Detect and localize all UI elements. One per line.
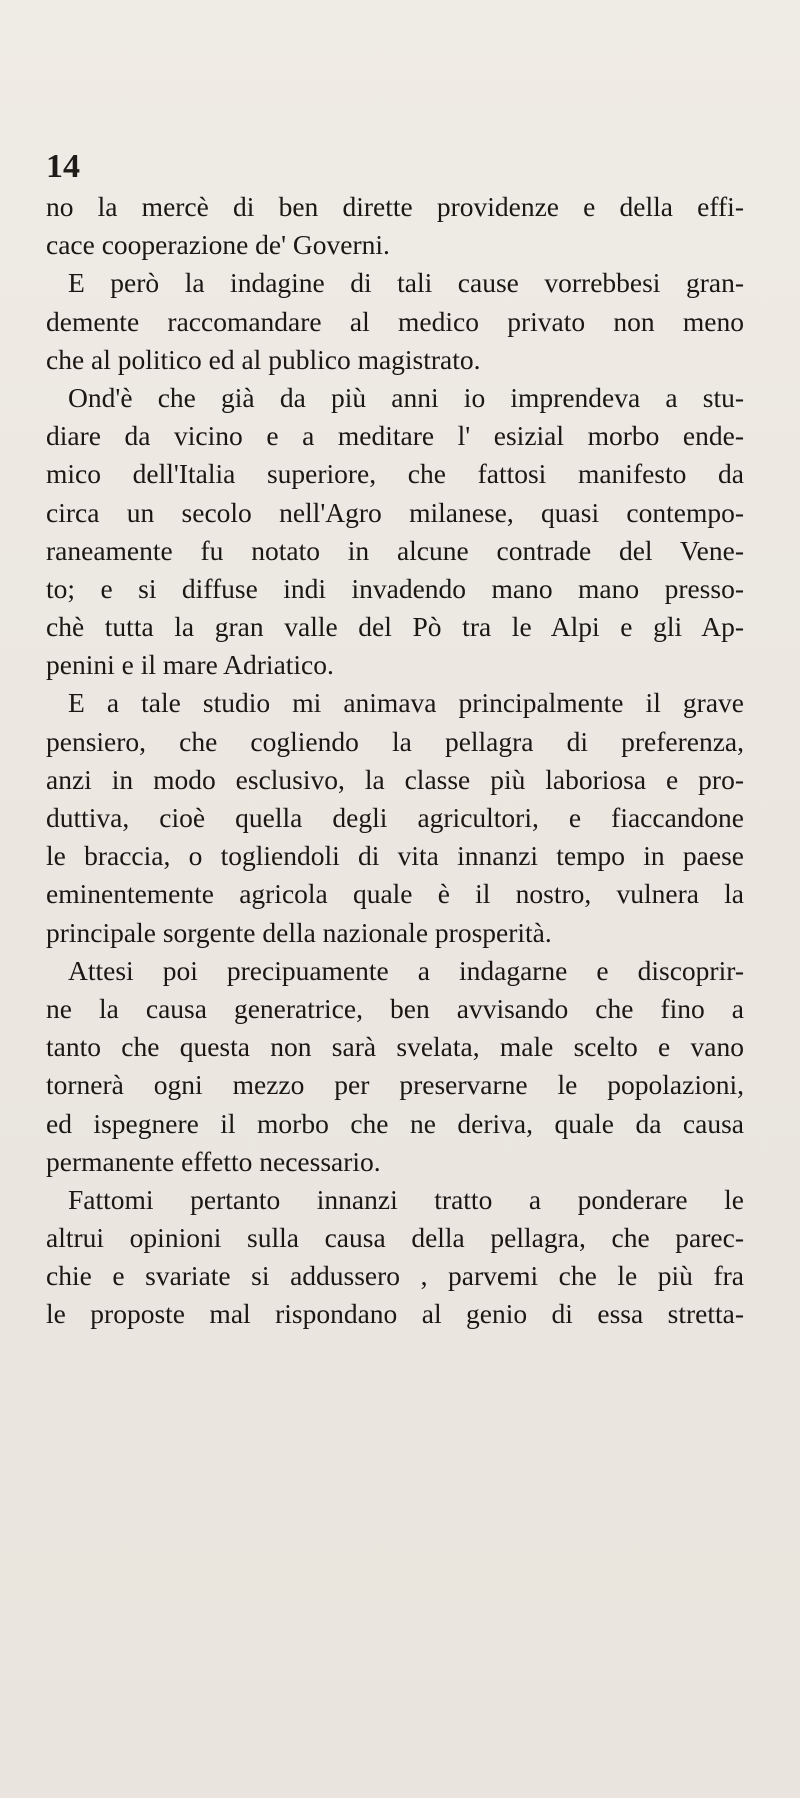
page-number: 14 <box>46 148 80 185</box>
text-line: mico dell'Italia superiore, che fattosi manifesto da <box>46 458 744 490</box>
text-line: E però la indagine di tali cause vorrebbesi gran- <box>68 267 744 299</box>
text-line: Attesi poi precipuamente a indagarne e discoprir- <box>68 954 744 986</box>
text-line: Ond'è che già da più anni io imprendeva a stu- <box>68 381 744 413</box>
text-line: anzi in modo esclusivo, la classe più laboriosa e pro- <box>46 763 744 795</box>
text-line: cace cooperazione de' Governi. <box>46 229 390 261</box>
text-line: tornerà ogni mezzo per preservarne le popolazioni, <box>46 1069 744 1101</box>
text-line: E a tale studio mi animava principalmente il grave <box>68 687 744 719</box>
text-line: demente raccomandare al medico privato non meno <box>46 305 744 337</box>
text-line: principale sorgente della nazionale prosperità. <box>46 916 552 948</box>
text-line: altrui opinioni sulla causa della pellagra, che parec- <box>46 1222 744 1254</box>
text-line: duttiva, cioè quella degli agricultori, e fiaccandone <box>46 802 744 833</box>
text-line: penini e il mare Adriatico. <box>46 649 334 681</box>
text-line: circa un secolo nell'Agro milanese, quasi contempo- <box>46 496 744 528</box>
text-line: tanto che questa non sarà svelata, male scelto e vano <box>46 1031 744 1063</box>
text-line: to; e si diffuse indi invadendo mano mano presso- <box>46 572 744 604</box>
text-line: ed ispegnere il morbo che ne deriva, quale da causa <box>46 1107 744 1139</box>
text-line: pensiero, che cogliendo la pellagra di preferenza, <box>46 725 744 757</box>
text-line: eminentemente agricola quale è il nostro, vulnera la <box>46 878 744 910</box>
text-line: ne la causa generatrice, ben avvisando che fino a <box>46 992 744 1024</box>
text-line: permanente effetto necessario. <box>46 1145 381 1177</box>
text-line: che al politico ed al publico magistrato. <box>46 343 481 375</box>
text-line: chie e svariate si addussero , parvemi che le più fra <box>46 1260 744 1292</box>
text-line: le braccia, o togliendoli di vita innanzi tempo in paese <box>46 840 744 872</box>
text-line: chè tutta la gran valle del Pò tra le Alpi e gli Ap- <box>46 611 744 643</box>
text-line: diare da vicino e a meditare l' esizial morbo ende- <box>46 420 744 452</box>
text-line: le proposte mal rispondano al genio di essa stretta- <box>46 1298 744 1330</box>
text-line: raneamente fu notato in alcune contrade del Vene- <box>46 534 744 566</box>
text-line: no la mercè di ben dirette providenze e della effi- <box>46 191 744 222</box>
text-line: Fattomi pertanto innanzi tratto a ponderare le <box>68 1183 744 1215</box>
body-text <box>46 188 744 1334</box>
